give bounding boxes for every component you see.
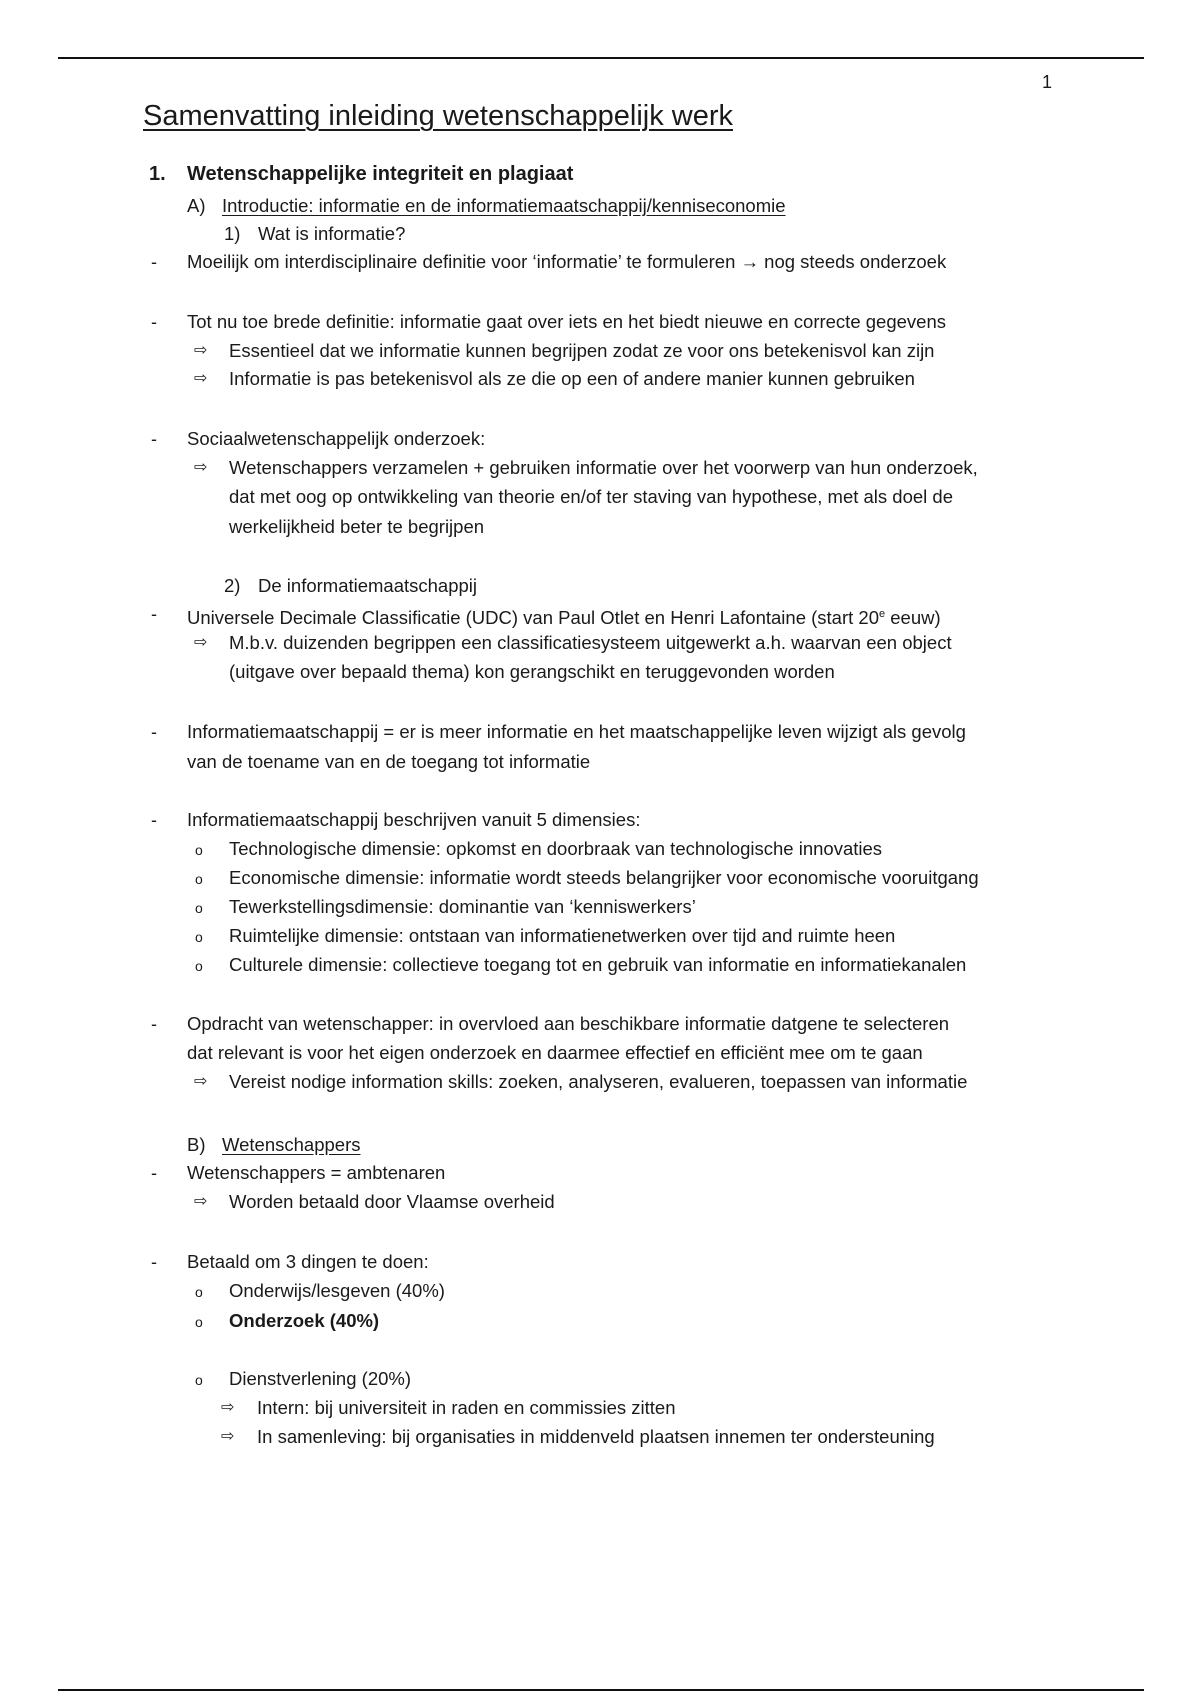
arrow-icon: ⇨ xyxy=(194,342,208,359)
dash-marker: - xyxy=(151,429,157,449)
subsection-1-label: 1) xyxy=(224,223,241,244)
bullet-text: Universele Decimale Classificatie (UDC) van Paul Otlet en Henri Lafontaine (start 20e eeuw) xyxy=(187,607,941,629)
bullet-text: Informatiemaatschappij = er is meer informatie en het maatschappelijke leven wijzigt als gevolg xyxy=(187,721,966,742)
sub-bullet-text: Worden betaald door Vlaamse overheid xyxy=(229,1191,555,1212)
page-title: Samenvatting inleiding wetenschappelijk werk xyxy=(143,100,733,132)
top-rule xyxy=(58,57,1144,59)
bullet-text: Betaald om 3 dingen te doen: xyxy=(187,1251,429,1272)
bottom-rule xyxy=(58,1689,1144,1691)
subsection-b-label: B) xyxy=(187,1134,206,1155)
sub-bullet-text: werkelijkheid beter te begrijpen xyxy=(229,516,485,537)
sub-bullet-text: In samenleving: bij organisaties in middenveld plaatsen innemen ter ondersteuning xyxy=(257,1426,935,1447)
dash-marker: - xyxy=(151,722,157,742)
section-title: Wetenschappelijke integriteit en plagiaat xyxy=(187,163,574,185)
sub-bullet-text: Wetenschappers verzamelen + gebruiken informatie over het voorwerp van hun onderzoek, xyxy=(229,457,978,478)
sub-bullet-text: Vereist nodige information skills: zoeken, analyseren, evalueren, toepassen van informatie xyxy=(229,1071,968,1092)
circle-bullet-icon: o xyxy=(195,929,203,945)
list-item: Dienstverlening (20%) xyxy=(229,1368,412,1389)
arrow-icon: ⇨ xyxy=(221,1399,235,1416)
dash-marker: - xyxy=(151,810,157,830)
circle-bullet-icon: o xyxy=(195,871,203,887)
dash-marker: - xyxy=(151,1014,157,1034)
arrow-icon: ⇨ xyxy=(194,459,208,476)
list-item: Tewerkstellingsdimensie: dominantie van ‘kenniswerkers’ xyxy=(229,896,696,917)
dash-marker: - xyxy=(151,1252,157,1272)
subsection-1-title: Wat is informatie? xyxy=(258,223,406,244)
bullet-text: Tot nu toe brede definitie: informatie gaat over iets en het biedt nieuwe en correcte gegevens xyxy=(187,311,946,332)
dash-marker: - xyxy=(151,1163,157,1183)
bullet-text: Wetenschappers = ambtenaren xyxy=(187,1162,446,1183)
circle-bullet-icon: o xyxy=(195,1314,203,1330)
arrow-icon: ⇨ xyxy=(194,1073,208,1090)
list-item: Economische dimensie: informatie wordt steeds belangrijker voor economische vooruitgang xyxy=(229,867,979,888)
bullet-text: Sociaalwetenschappelijk onderzoek: xyxy=(187,428,486,449)
subsection-a-label: A) xyxy=(187,195,206,216)
list-item: Ruimtelijke dimensie: ontstaan van informatienetwerken over tijd and ruimte heen xyxy=(229,925,896,946)
bullet-text: Informatiemaatschappij beschrijven vanuit 5 dimensies: xyxy=(187,809,641,830)
page-number: 1 xyxy=(1042,72,1053,92)
sub-bullet-text: Essentieel dat we informatie kunnen begrijpen zodat ze voor ons betekenisvol kan zijn xyxy=(229,340,935,361)
bullet-text: Moeilijk om interdisciplinaire definitie voor ‘informatie’ te formuleren → nog steeds onderzoek xyxy=(187,251,947,272)
section-number: 1. xyxy=(149,163,166,185)
arrow-icon: ⇨ xyxy=(221,1428,235,1445)
sub-bullet-text: dat met oog op ontwikkeling van theorie en/of ter staving van hypothese, met als doel de xyxy=(229,486,954,507)
circle-bullet-icon: o xyxy=(195,1284,203,1300)
subsection-2-label: 2) xyxy=(224,575,241,596)
list-item: Onderzoek (40%) xyxy=(229,1310,380,1331)
sub-bullet-text: (uitgave over bepaald thema) kon gerangschikt en teruggevonden worden xyxy=(229,661,835,682)
sub-bullet-text: M.b.v. duizenden begrippen een classificatiesysteem uitgewerkt a.h. waarvan een object xyxy=(229,632,952,653)
circle-bullet-icon: o xyxy=(195,1372,203,1388)
list-item: Culturele dimensie: collectieve toegang tot en gebruik van informatie en informatiekanalen xyxy=(229,954,967,975)
subsection-a-title: Introductie: informatie en de informatiemaatschappij/kenniseconomie xyxy=(222,195,786,216)
bullet-text: Opdracht van wetenschapper: in overvloed aan beschikbare informatie datgene te selecteren xyxy=(187,1013,950,1034)
subsection-b-title: Wetenschappers xyxy=(222,1134,361,1155)
circle-bullet-icon: o xyxy=(195,958,203,974)
dash-marker: - xyxy=(151,312,157,332)
sub-bullet-text: Intern: bij universiteit in raden en commissies zitten xyxy=(257,1397,676,1418)
bullet-text: van de toename van en de toegang tot informatie xyxy=(187,751,591,772)
dash-marker: - xyxy=(151,252,157,272)
circle-bullet-icon: o xyxy=(195,900,203,916)
list-item: Technologische dimensie: opkomst en doorbraak van technologische innovaties xyxy=(229,838,883,859)
arrow-icon: ⇨ xyxy=(194,370,208,387)
subsection-2-title: De informatiemaatschappij xyxy=(258,575,478,596)
arrow-icon: ⇨ xyxy=(194,634,208,651)
bullet-text: dat relevant is voor het eigen onderzoek en daarmee effectief en efficiënt mee om te gaan xyxy=(187,1042,923,1063)
arrow-icon: ⇨ xyxy=(194,1193,208,1210)
sub-bullet-text: Informatie is pas betekenisvol als ze die op een of andere manier kunnen gebruiken xyxy=(229,368,915,389)
dash-marker: - xyxy=(151,604,157,624)
circle-bullet-icon: o xyxy=(195,842,203,858)
list-item: Onderwijs/lesgeven (40%) xyxy=(229,1280,445,1301)
